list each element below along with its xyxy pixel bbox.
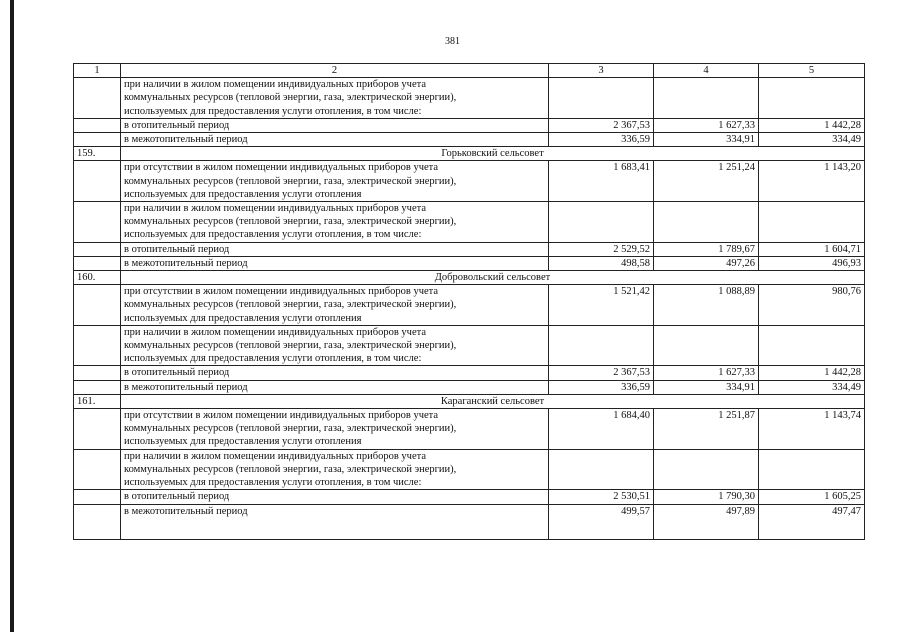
value-col-4 <box>654 449 759 490</box>
description-line: используемых для предоставления услуги отопления, в том числе: <box>124 229 422 241</box>
value-col-4: 1 790,30 <box>654 490 759 504</box>
value-col-3: 336,59 <box>549 133 654 147</box>
value-col-5: 1 442,28 <box>759 366 865 380</box>
value-col-5: 334,49 <box>759 380 865 394</box>
description-line: используемых для предоставления услуги отопления <box>124 188 362 200</box>
description-row <box>74 449 865 490</box>
description-line: используемых для предоставления услуги отопления <box>124 436 362 448</box>
description-line: при отсутствии в жилом помещении индивидуальных приборов учета <box>124 162 439 174</box>
row-number-cell <box>74 325 121 366</box>
description-line: при наличии в жилом помещении индивидуальных приборов учета <box>124 326 426 338</box>
row-number-cell <box>74 490 121 504</box>
row-number-cell <box>74 242 121 256</box>
value-col-5: 1 442,28 <box>759 118 865 132</box>
value-col-5: 496,93 <box>759 256 865 270</box>
description-line: коммунальных ресурсов (тепловой энергии, газа, электрической энергии), <box>124 175 457 187</box>
tariff-table-body <box>74 64 865 540</box>
value-col-5: 1 605,25 <box>759 490 865 504</box>
row-period-label: в отопительный период <box>121 366 549 380</box>
row-period-label: в отопительный период <box>121 118 549 132</box>
row-number-cell <box>74 133 121 147</box>
value-col-4: 1 627,33 <box>654 366 759 380</box>
value-col-3 <box>549 449 654 490</box>
value-col-4: 1 627,33 <box>654 118 759 132</box>
row-description <box>121 161 549 202</box>
row-number-cell <box>74 285 121 326</box>
value-row <box>74 242 865 256</box>
row-number-cell <box>74 78 121 119</box>
section-number: 160. <box>74 271 121 285</box>
row-number-cell <box>74 256 121 270</box>
value-col-3: 498,58 <box>549 256 654 270</box>
value-col-5 <box>759 325 865 366</box>
value-col-4: 1 789,67 <box>654 242 759 256</box>
description-line: используемых для предоставления услуги отопления, в том числе: <box>124 105 422 117</box>
section-row <box>74 271 865 285</box>
description-row <box>74 285 865 326</box>
section-row <box>74 147 865 161</box>
value-col-3: 1 683,41 <box>549 161 654 202</box>
value-col-5: 1 143,20 <box>759 161 865 202</box>
header-col-1: 1 <box>74 64 121 78</box>
value-row <box>74 256 865 270</box>
description-row <box>74 161 865 202</box>
header-row <box>74 64 865 78</box>
value-col-5: 1 143,74 <box>759 409 865 450</box>
value-col-4 <box>654 325 759 366</box>
value-row <box>74 490 865 504</box>
row-number-cell <box>74 380 121 394</box>
row-number-cell <box>74 449 121 490</box>
header-col-3: 3 <box>549 64 654 78</box>
section-title: Добровольский сельсовет <box>121 271 865 285</box>
value-col-4: 334,91 <box>654 133 759 147</box>
value-col-5 <box>759 202 865 243</box>
value-row <box>74 366 865 380</box>
description-line: при наличии в жилом помещении индивидуальных приборов учета <box>124 79 426 91</box>
value-row <box>74 118 865 132</box>
description-line: используемых для предоставления услуги отопления, в том числе: <box>124 477 422 489</box>
value-col-3: 1 684,40 <box>549 409 654 450</box>
value-col-5: 334,49 <box>759 133 865 147</box>
value-col-5 <box>759 78 865 119</box>
value-row <box>74 133 865 147</box>
description-line: коммунальных ресурсов (тепловой энергии, газа, электрической энергии), <box>124 299 457 311</box>
value-col-3: 1 521,42 <box>549 285 654 326</box>
value-col-3: 2 367,53 <box>549 366 654 380</box>
row-number-cell <box>74 118 121 132</box>
description-line: коммунальных ресурсов (тепловой энергии, газа, электрической энергии), <box>124 463 457 475</box>
description-line: используемых для предоставления услуги отопления, в том числе: <box>124 353 422 365</box>
description-line: коммунальных ресурсов (тепловой энергии, газа, электрической энергии), <box>124 216 457 228</box>
section-row <box>74 394 865 408</box>
value-row <box>74 504 865 539</box>
row-description <box>121 202 549 243</box>
description-row <box>74 325 865 366</box>
row-period-label: в отопительный период <box>121 490 549 504</box>
header-col-2: 2 <box>121 64 549 78</box>
row-description <box>121 409 549 450</box>
page-number: 381 <box>445 36 460 47</box>
row-period-label: в межотопительный период <box>121 504 549 539</box>
scan-edge-border <box>10 0 14 632</box>
row-description <box>121 285 549 326</box>
row-description <box>121 325 549 366</box>
header-col-4: 4 <box>654 64 759 78</box>
row-period-label: в отопительный период <box>121 242 549 256</box>
section-title: Караганский сельсовет <box>121 394 865 408</box>
description-line: при отсутствии в жилом помещении индивидуальных приборов учета <box>124 410 439 422</box>
value-col-3 <box>549 202 654 243</box>
value-col-3 <box>549 78 654 119</box>
row-period-label: в межотопительный период <box>121 133 549 147</box>
description-line: используемых для предоставления услуги отопления <box>124 312 362 324</box>
section-number: 159. <box>74 147 121 161</box>
description-line: при наличии в жилом помещении индивидуальных приборов учета <box>124 450 426 462</box>
value-col-4: 334,91 <box>654 380 759 394</box>
row-period-label: в межотопительный период <box>121 380 549 394</box>
tariff-table <box>73 63 865 540</box>
value-col-4: 497,26 <box>654 256 759 270</box>
row-description <box>121 449 549 490</box>
value-col-4: 1 088,89 <box>654 285 759 326</box>
value-col-5: 980,76 <box>759 285 865 326</box>
row-number-cell <box>74 202 121 243</box>
value-col-3 <box>549 325 654 366</box>
row-number-cell <box>74 409 121 450</box>
section-title: Горьковский сельсовет <box>121 147 865 161</box>
description-line: при наличии в жилом помещении индивидуальных приборов учета <box>124 203 426 215</box>
value-col-5: 1 604,71 <box>759 242 865 256</box>
value-col-4: 1 251,87 <box>654 409 759 450</box>
description-row <box>74 409 865 450</box>
description-row <box>74 78 865 119</box>
value-col-4: 1 251,24 <box>654 161 759 202</box>
description-line: коммунальных ресурсов (тепловой энергии, газа, электрической энергии), <box>124 340 457 352</box>
value-col-3: 2 530,51 <box>549 490 654 504</box>
value-col-3: 499,57 <box>549 504 654 539</box>
section-number: 161. <box>74 394 121 408</box>
row-period-label: в межотопительный период <box>121 256 549 270</box>
description-line: коммунальных ресурсов (тепловой энергии, газа, электрической энергии), <box>124 92 457 104</box>
value-row <box>74 380 865 394</box>
row-number-cell <box>74 504 121 539</box>
value-col-5 <box>759 449 865 490</box>
value-col-3: 336,59 <box>549 380 654 394</box>
value-col-4: 497,89 <box>654 504 759 539</box>
value-col-4 <box>654 202 759 243</box>
row-description <box>121 78 549 119</box>
value-col-3: 2 529,52 <box>549 242 654 256</box>
description-line: при отсутствии в жилом помещении индивидуальных приборов учета <box>124 286 439 298</box>
value-col-4 <box>654 78 759 119</box>
value-col-5: 497,47 <box>759 504 865 539</box>
description-line: коммунальных ресурсов (тепловой энергии, газа, электрической энергии), <box>124 423 457 435</box>
row-number-cell <box>74 366 121 380</box>
row-number-cell <box>74 161 121 202</box>
value-col-3: 2 367,53 <box>549 118 654 132</box>
header-col-5: 5 <box>759 64 865 78</box>
description-row <box>74 202 865 243</box>
